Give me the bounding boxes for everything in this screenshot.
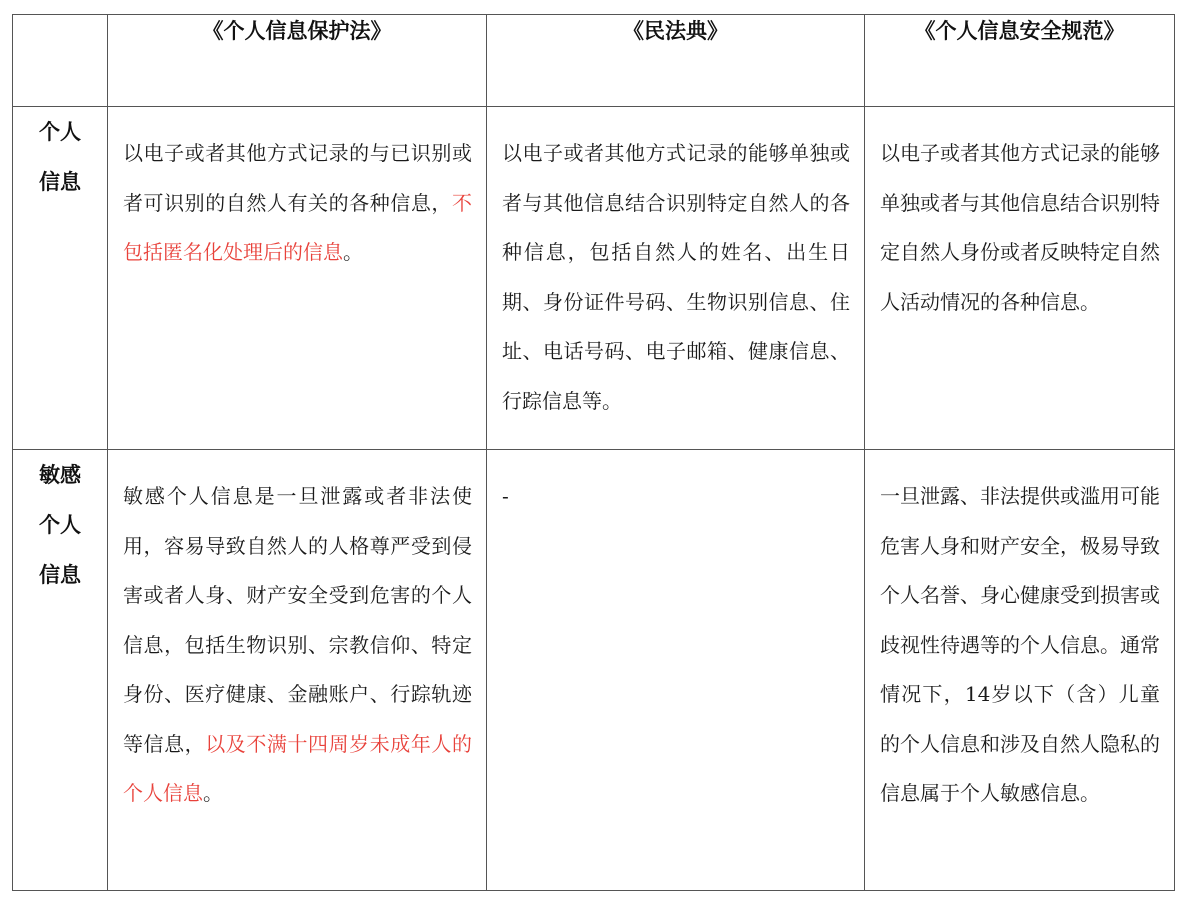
cell-text: 以电子或者其他方式记录的能够单独或者与其他信息结合识别特定自然人的各种信息，包括自然人的姓名、出生日期、身份证件号码、生物识别信息、住址、电话号码、电子邮箱、健康信息、行踪信息等。: [502, 141, 850, 413]
cell-pipl-sensitive-info: [108, 450, 487, 891]
cell-security-spec-personal-info: [865, 107, 1175, 450]
cell-text: 一旦泄露、非法提供或滥用可能危害人身和财产安全，极易导致个人名誉、身心健康受到损害或歧视性待遇等的个人信息。通常情况下，14岁以下（含）儿童的个人信息和涉及自然人隐私的信息属于个人敏感信息。: [880, 484, 1160, 805]
row-label-personal-info: [13, 107, 108, 450]
header-security-spec: 《个人信息安全规范》: [865, 15, 1175, 107]
cell-pipl-personal-info: [108, 107, 487, 450]
corner-cell: [13, 15, 108, 107]
comparison-table: [12, 14, 1175, 891]
row-label-line: 个人: [39, 120, 81, 144]
highlighted-text: 不包括匿名化处理后的信息: [123, 190, 472, 264]
cell-text: 敏感个人信息是一旦泄露或者非法使用，容易导致自然人的人格尊严受到侵害或者人身、财产安全受到危害的个人信息，包括生物识别、宗教信仰、特定身份、医疗健康、金融账户、行踪轨迹等信息，: [123, 484, 472, 756]
header-row: [13, 15, 1175, 107]
header-pipl: 《个人信息保护法》: [108, 15, 487, 107]
row-label-line: 敏感: [39, 463, 81, 487]
cell-security-spec-sensitive-info: [865, 450, 1175, 891]
row-personal-info: [13, 107, 1175, 450]
row-sensitive-personal-info: [13, 450, 1175, 891]
empty-dash: -: [502, 484, 509, 508]
row-label-line: 信息: [39, 563, 81, 587]
header-civil-code: 《民法典》: [487, 15, 865, 107]
row-label-line: 信息: [39, 170, 81, 194]
cell-tail: 。: [203, 781, 223, 805]
cell-text: 以电子或者其他方式记录的与已识别或者可识别的自然人有关的各种信息，: [123, 141, 472, 215]
cell-civil-code-personal-info: [487, 107, 865, 450]
cell-text: 以电子或者其他方式记录的能够单独或者与其他信息结合识别特定自然人身份或者反映特定自然人活动情况的各种信息。: [880, 141, 1160, 314]
cell-tail: 。: [343, 240, 363, 264]
cell-civil-code-sensitive-info: [487, 450, 865, 891]
highlighted-text: 以及不满十四周岁未成年人的个人信息: [123, 731, 472, 805]
row-label-sensitive-info: [13, 450, 108, 891]
row-label-line: 个人: [39, 513, 81, 537]
